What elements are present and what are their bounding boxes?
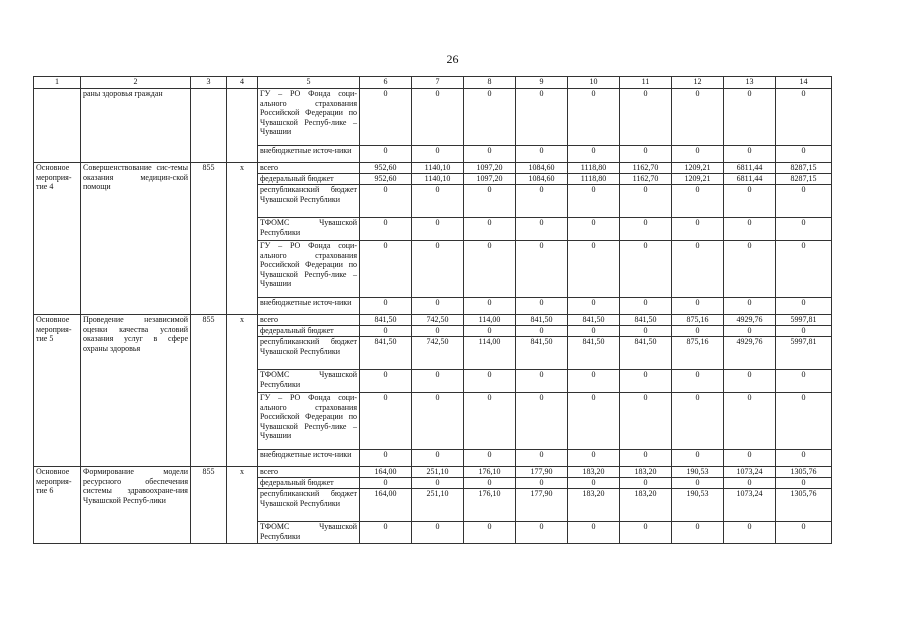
amount-cell: 0 (724, 478, 776, 489)
funding-source: ГУ – РО Фонда соци-ального страхования Российской Федерации по Чувашской Респуб-лике – Чувашии (258, 241, 360, 298)
funding-source: ТФОМС Чувашской Республики (258, 522, 360, 544)
amount-cell: 0 (464, 241, 516, 298)
amount-cell: 0 (516, 326, 568, 337)
funding-source: всего (258, 163, 360, 174)
column-number: 1 (34, 77, 81, 89)
amount-cell: 0 (360, 89, 412, 146)
mark-cell: х (227, 163, 258, 315)
amount-cell: 0 (360, 326, 412, 337)
amount-cell: 0 (412, 478, 464, 489)
amount-cell: 5997,81 (776, 337, 832, 370)
amount-cell: 0 (464, 146, 516, 163)
amount-cell: 0 (776, 298, 832, 315)
amount-cell: 0 (412, 450, 464, 467)
amount-cell: 0 (412, 241, 464, 298)
amount-cell: 0 (464, 326, 516, 337)
amount-cell: 0 (464, 522, 516, 544)
amount-cell: 251,10 (412, 489, 464, 522)
amount-cell: 0 (568, 218, 620, 241)
amount-cell: 841,50 (568, 315, 620, 326)
code-cell: 855 (191, 315, 227, 467)
funding-source: всего (258, 315, 360, 326)
amount-cell: 0 (516, 450, 568, 467)
amount-cell: 0 (620, 326, 672, 337)
funding-source: внебюджетные источ-ники (258, 450, 360, 467)
amount-cell: 0 (412, 185, 464, 218)
amount-cell: 6811,44 (724, 174, 776, 185)
amount-cell: 8287,15 (776, 163, 832, 174)
funding-source: внебюджетные источ-ники (258, 146, 360, 163)
amount-cell: 4929,76 (724, 337, 776, 370)
amount-cell: 0 (516, 370, 568, 393)
amount-cell: 0 (672, 478, 724, 489)
amount-cell: 0 (620, 478, 672, 489)
amount-cell: 0 (464, 478, 516, 489)
amount-cell: 0 (776, 370, 832, 393)
amount-cell: 0 (620, 298, 672, 315)
amount-cell: 0 (724, 450, 776, 467)
funding-source: федеральный бюджет (258, 326, 360, 337)
amount-cell: 183,20 (620, 489, 672, 522)
amount-cell: 0 (464, 298, 516, 315)
amount-cell: 183,20 (568, 489, 620, 522)
amount-cell: 0 (620, 146, 672, 163)
amount-cell: 183,20 (568, 467, 620, 478)
amount-cell: 0 (620, 393, 672, 450)
amount-cell: 0 (360, 218, 412, 241)
amount-cell: 0 (516, 185, 568, 218)
amount-cell: 841,50 (620, 337, 672, 370)
amount-cell: 164,00 (360, 489, 412, 522)
amount-cell: 0 (620, 89, 672, 146)
amount-cell: 0 (412, 146, 464, 163)
amount-cell: 0 (568, 450, 620, 467)
amount-cell: 841,50 (516, 315, 568, 326)
amount-cell: 0 (516, 522, 568, 544)
amount-cell: 1209,21 (672, 174, 724, 185)
amount-cell: 0 (360, 241, 412, 298)
event-title: Формирование модели ресурсного обеспечения системы здравоохране-ния Чувашской Респуб-лики (81, 467, 191, 544)
amount-cell: 0 (360, 185, 412, 218)
amount-cell: 0 (724, 218, 776, 241)
column-number-row (34, 77, 832, 89)
amount-cell: 0 (464, 450, 516, 467)
event-status: Основное мероприя-тие 4 (34, 163, 81, 315)
mark-cell (227, 89, 258, 163)
amount-cell: 1118,80 (568, 174, 620, 185)
amount-cell: 0 (620, 522, 672, 544)
mark-cell: х (227, 467, 258, 544)
amount-cell: 0 (672, 146, 724, 163)
amount-cell: 0 (360, 370, 412, 393)
column-number: 13 (724, 77, 776, 89)
amount-cell: 1162,70 (620, 163, 672, 174)
amount-cell: 0 (776, 89, 832, 146)
column-number: 4 (227, 77, 258, 89)
amount-cell: 0 (672, 298, 724, 315)
amount-cell: 841,50 (360, 315, 412, 326)
amount-cell: 0 (568, 298, 620, 315)
amount-cell: 114,00 (464, 337, 516, 370)
amount-cell: 1073,24 (724, 467, 776, 478)
amount-cell: 0 (672, 185, 724, 218)
amount-cell: 0 (724, 393, 776, 450)
table-row (34, 467, 832, 478)
amount-cell: 952,60 (360, 174, 412, 185)
amount-cell: 164,00 (360, 467, 412, 478)
column-number: 10 (568, 77, 620, 89)
amount-cell: 1162,70 (620, 174, 672, 185)
amount-cell: 0 (776, 185, 832, 218)
amount-cell: 841,50 (568, 337, 620, 370)
amount-cell: 0 (568, 185, 620, 218)
column-number: 7 (412, 77, 464, 89)
amount-cell: 0 (672, 89, 724, 146)
amount-cell: 114,00 (464, 315, 516, 326)
amount-cell: 0 (724, 146, 776, 163)
amount-cell: 0 (516, 393, 568, 450)
code-cell: 855 (191, 467, 227, 544)
amount-cell: 1209,21 (672, 163, 724, 174)
amount-cell: 0 (412, 326, 464, 337)
amount-cell: 1097,20 (464, 174, 516, 185)
amount-cell: 1084,60 (516, 174, 568, 185)
amount-cell: 0 (360, 146, 412, 163)
amount-cell: 0 (620, 241, 672, 298)
event-title: Проведение независимой оценки качества условий оказания услуг в сфере охраны здоровья (81, 315, 191, 467)
amount-cell: 0 (724, 185, 776, 218)
event-status: Основное мероприя-тие 5 (34, 315, 81, 467)
amount-cell: 0 (412, 393, 464, 450)
column-number: 11 (620, 77, 672, 89)
amount-cell: 742,50 (412, 315, 464, 326)
amount-cell: 0 (672, 241, 724, 298)
amount-cell: 0 (516, 89, 568, 146)
column-number: 3 (191, 77, 227, 89)
funding-source: ГУ – РО Фонда соци-ального страхования Российской Федерации по Чувашской Респуб-лике – Чувашии (258, 393, 360, 450)
amount-cell: 190,53 (672, 489, 724, 522)
amount-cell: 4929,76 (724, 315, 776, 326)
amount-cell: 0 (672, 450, 724, 467)
amount-cell: 5997,81 (776, 315, 832, 326)
event-status: Основное мероприя-тие 6 (34, 467, 81, 544)
status-cell (34, 89, 81, 163)
funding-source: ГУ – РО Фонда соци-ального страхования Российской Федерации по Чувашской Респуб-лике – Чувашии (258, 89, 360, 146)
funding-source: республиканский бюджет Чувашской Республики (258, 489, 360, 522)
amount-cell: 952,60 (360, 163, 412, 174)
amount-cell: 0 (412, 89, 464, 146)
amount-cell: 177,90 (516, 489, 568, 522)
amount-cell: 8287,15 (776, 174, 832, 185)
amount-cell: 0 (464, 185, 516, 218)
amount-cell: 0 (776, 241, 832, 298)
amount-cell: 0 (568, 370, 620, 393)
page-number: 26 (446, 52, 459, 66)
table-row (34, 315, 832, 326)
funding-source: федеральный бюджет (258, 478, 360, 489)
event-title: Совершенствование сис-темы оказания медицин-ской помощи (81, 163, 191, 315)
amount-cell: 251,10 (412, 467, 464, 478)
amount-cell: 176,10 (464, 467, 516, 478)
amount-cell: 0 (412, 218, 464, 241)
column-number: 8 (464, 77, 516, 89)
amount-cell: 0 (724, 298, 776, 315)
amount-cell: 0 (776, 393, 832, 450)
amount-cell: 0 (464, 89, 516, 146)
amount-cell: 0 (672, 218, 724, 241)
amount-cell: 183,20 (620, 467, 672, 478)
amount-cell: 0 (568, 393, 620, 450)
amount-cell: 0 (776, 522, 832, 544)
amount-cell: 0 (568, 522, 620, 544)
amount-cell: 0 (516, 241, 568, 298)
amount-cell: 1305,76 (776, 489, 832, 522)
amount-cell: 0 (516, 218, 568, 241)
amount-cell: 0 (516, 478, 568, 489)
funding-source: ТФОМС Чувашской Республики (258, 370, 360, 393)
table-row (34, 89, 832, 146)
amount-cell: 0 (776, 146, 832, 163)
amount-cell: 0 (464, 218, 516, 241)
column-number: 14 (776, 77, 832, 89)
mark-cell: х (227, 315, 258, 467)
amount-cell: 1097,20 (464, 163, 516, 174)
column-number: 2 (81, 77, 191, 89)
amount-cell: 6811,44 (724, 163, 776, 174)
amount-cell: 841,50 (516, 337, 568, 370)
amount-cell: 0 (776, 218, 832, 241)
amount-cell: 0 (360, 478, 412, 489)
amount-cell: 1305,76 (776, 467, 832, 478)
amount-cell: 0 (412, 370, 464, 393)
code-cell (191, 89, 227, 163)
amount-cell: 0 (568, 146, 620, 163)
amount-cell: 0 (724, 326, 776, 337)
amount-cell: 1084,60 (516, 163, 568, 174)
amount-cell: 176,10 (464, 489, 516, 522)
amount-cell: 190,53 (672, 467, 724, 478)
amount-cell: 0 (776, 450, 832, 467)
amount-cell: 0 (516, 146, 568, 163)
amount-cell: 841,50 (360, 337, 412, 370)
funding-source: республиканский бюджет Чувашской Республики (258, 337, 360, 370)
table-row (34, 163, 832, 174)
amount-cell: 0 (724, 522, 776, 544)
amount-cell: 0 (672, 326, 724, 337)
amount-cell: 0 (568, 89, 620, 146)
amount-cell: 0 (620, 185, 672, 218)
amount-cell: 177,90 (516, 467, 568, 478)
funding-source: внебюджетные источ-ники (258, 298, 360, 315)
amount-cell: 841,50 (620, 315, 672, 326)
column-number: 9 (516, 77, 568, 89)
funding-source: всего (258, 467, 360, 478)
amount-cell: 1140,10 (412, 163, 464, 174)
amount-cell: 0 (620, 450, 672, 467)
amount-cell: 0 (568, 326, 620, 337)
amount-cell: 0 (568, 241, 620, 298)
column-number: 12 (672, 77, 724, 89)
column-number: 5 (258, 77, 360, 89)
event-title: раны здоровья граждан (81, 89, 191, 163)
amount-cell: 0 (516, 298, 568, 315)
amount-cell: 0 (620, 370, 672, 393)
amount-cell: 0 (412, 298, 464, 315)
amount-cell: 0 (620, 218, 672, 241)
amount-cell: 0 (672, 370, 724, 393)
amount-cell: 742,50 (412, 337, 464, 370)
amount-cell: 1140,10 (412, 174, 464, 185)
amount-cell: 0 (724, 370, 776, 393)
amount-cell: 875,16 (672, 337, 724, 370)
amount-cell: 0 (464, 393, 516, 450)
amount-cell: 0 (724, 241, 776, 298)
amount-cell: 0 (568, 478, 620, 489)
amount-cell: 0 (672, 522, 724, 544)
amount-cell: 0 (724, 89, 776, 146)
code-cell: 855 (191, 163, 227, 315)
amount-cell: 1118,80 (568, 163, 620, 174)
amount-cell: 0 (360, 298, 412, 315)
funding-source: ТФОМС Чувашской Республики (258, 218, 360, 241)
funding-source: республиканский бюджет Чувашской Республики (258, 185, 360, 218)
amount-cell: 0 (360, 393, 412, 450)
amount-cell: 0 (776, 326, 832, 337)
column-number: 6 (360, 77, 412, 89)
funding-source: федеральный бюджет (258, 174, 360, 185)
amount-cell: 875,16 (672, 315, 724, 326)
table-body (34, 77, 832, 544)
amount-cell: 0 (464, 370, 516, 393)
budget-table (33, 76, 832, 544)
amount-cell: 0 (672, 393, 724, 450)
amount-cell: 1073,24 (724, 489, 776, 522)
amount-cell: 0 (360, 450, 412, 467)
amount-cell: 0 (360, 522, 412, 544)
amount-cell: 0 (412, 522, 464, 544)
amount-cell: 0 (776, 478, 832, 489)
